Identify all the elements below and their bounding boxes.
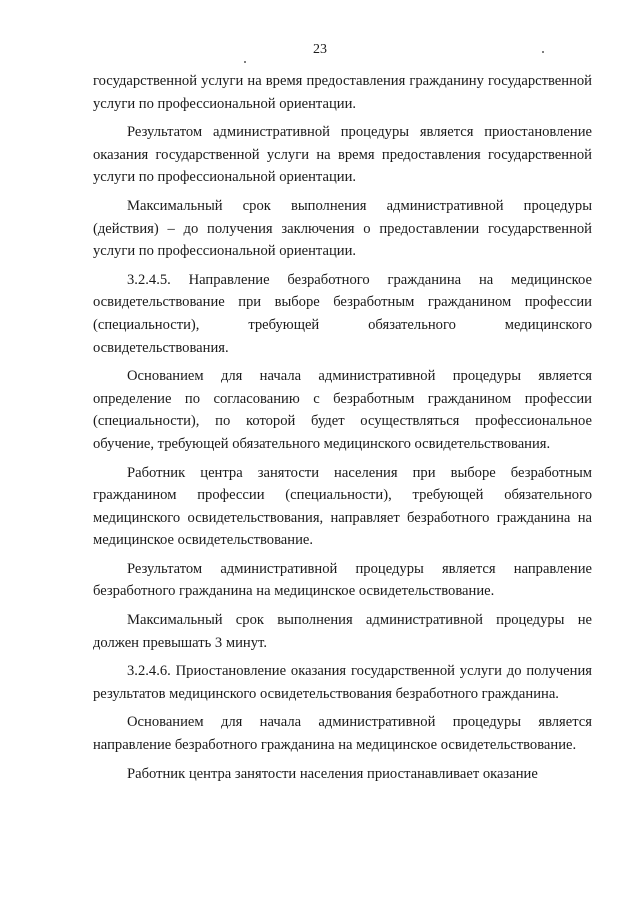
paragraph-continuation: государственной услуги на время предоставления гражданину государственной услуги по профессиональной ориентации. <box>93 73 592 112</box>
paragraph-result-suspension: Результатом административной процедуры является приостановление оказания государственной услуги на время предоставления государственной услуги по профессиональной ориентации. <box>93 124 592 186</box>
paragraph-employee-referral: Работник центра занятости населения при выборе безработным гражданином профессии (специальности), требующей обязательного медицинского освидетельствования, направляет безработного гражданина на медицинское освидетельствование. <box>93 464 592 549</box>
scan-speck <box>542 51 544 53</box>
paragraph-max-term-suspension: Максимальный срок выполнения административной процедуры (действия) – до получения заключения о предоставлении государственной услуги по профессиональной ориентации. <box>93 197 592 260</box>
section-3-2-4-5-heading: 3.2.4.5. Направление безработного гражданина на медицинское освидетельствование при выборе безработным гражданином профессии (специальности), требующей обязательного медицинского освидетельствования. <box>93 271 592 356</box>
paragraph-result-referral: Результатом административной процедуры является направление безработного гражданина на медицинское освидетельствование. <box>93 560 592 600</box>
section-3-2-4-6-heading: 3.2.4.6. Приостановление оказания государственной услуги до получения результатов медицинского освидетельствования безработного гражданина. <box>93 663 592 702</box>
paragraph-basis-referral: Основанием для начала административной процедуры является определение по согласованию с безработным гражданином профессии (специальности), по которой будет осуществляться профессиональное обучение, требующей обязательного медицинского освидетельствования. <box>93 368 592 452</box>
paragraph-employee-suspension: Работник центра занятости населения приостанавливает оказание <box>127 765 538 782</box>
paragraph-max-term-referral: Максимальный срок выполнения административной процедуры не должен превышать 3 минут. <box>93 612 592 651</box>
scan-speck <box>244 61 246 63</box>
page-number: 23 <box>313 42 327 57</box>
document-body <box>93 70 592 785</box>
paragraph-basis-suspension: Основанием для начала административной процедуры является направление безработного гражданина на медицинское освидетельствование. <box>93 714 592 754</box>
